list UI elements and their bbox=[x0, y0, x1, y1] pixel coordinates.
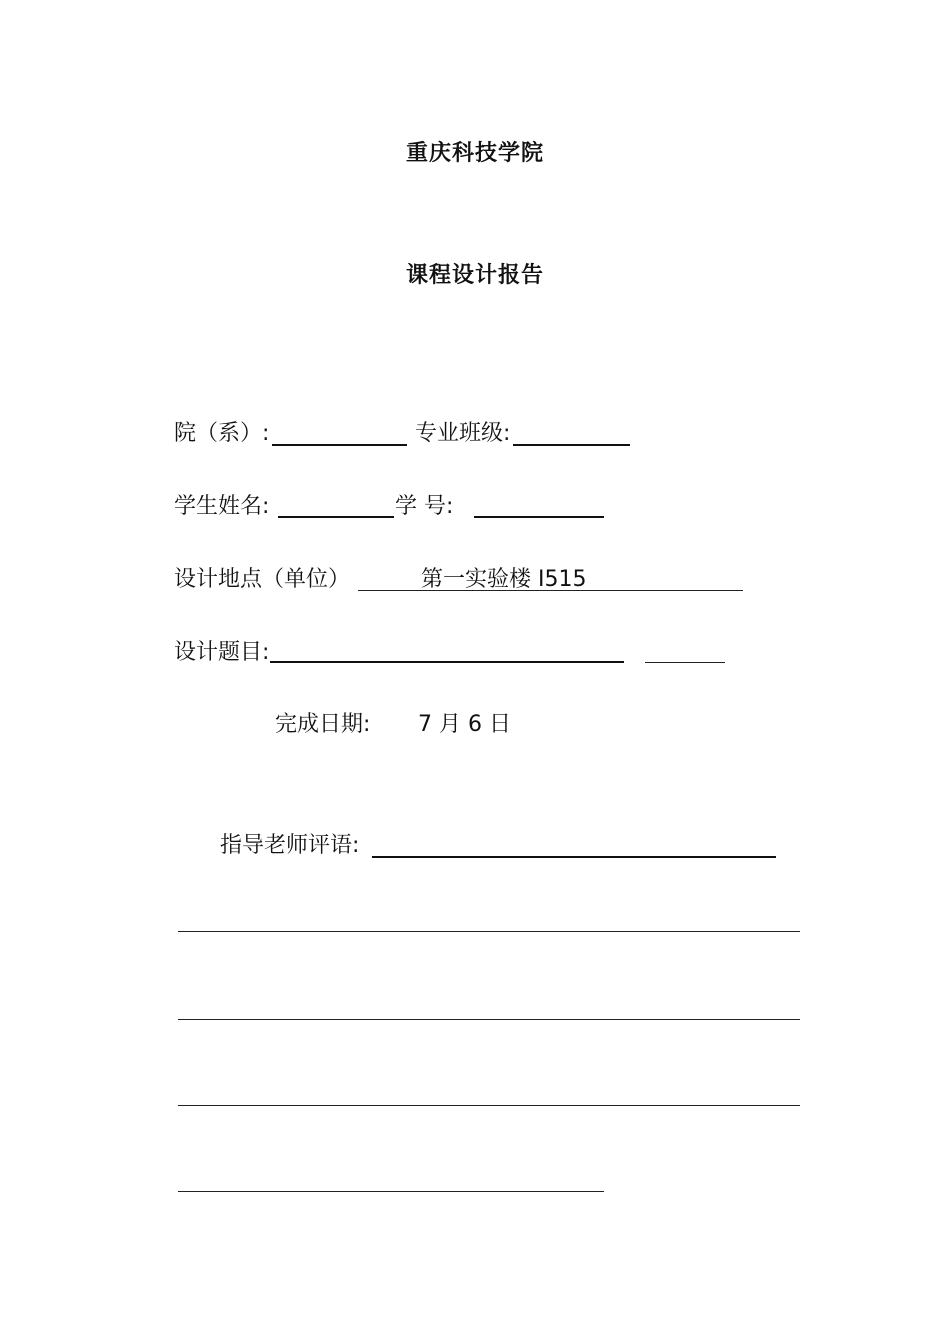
location-label: 设计地点（单位） bbox=[174, 567, 351, 592]
comment-line-3[interactable] bbox=[178, 1105, 800, 1106]
major-class-label: 专业班级: bbox=[415, 421, 511, 446]
completion-date-label: 完成日期: bbox=[275, 712, 371, 737]
department-label: 院（系）: bbox=[174, 421, 270, 446]
student-id-label: 学 号: bbox=[395, 494, 454, 519]
student-id-field[interactable] bbox=[474, 516, 604, 518]
student-name-field[interactable] bbox=[278, 516, 394, 518]
comment-line-4[interactable] bbox=[178, 1191, 604, 1192]
topic-field[interactable] bbox=[270, 661, 624, 663]
student-name-label: 学生姓名: bbox=[174, 494, 270, 519]
major-class-field[interactable] bbox=[513, 444, 630, 446]
completion-date-value: 7 月 6 日 bbox=[418, 712, 511, 737]
location-value: 第一实验楼 I515 bbox=[421, 567, 587, 592]
school-name: 重庆科技学院 bbox=[405, 141, 544, 166]
comment-line-2[interactable] bbox=[178, 1019, 800, 1020]
department-field[interactable] bbox=[272, 444, 407, 446]
report-title: 课程设计报告 bbox=[405, 263, 544, 288]
topic-label: 设计题目: bbox=[174, 640, 270, 665]
comment-line-1[interactable] bbox=[178, 931, 800, 932]
topic-field-extension bbox=[645, 662, 725, 663]
advisor-comment-label: 指导老师评语: bbox=[220, 833, 360, 858]
advisor-comment-field[interactable] bbox=[372, 856, 776, 858]
